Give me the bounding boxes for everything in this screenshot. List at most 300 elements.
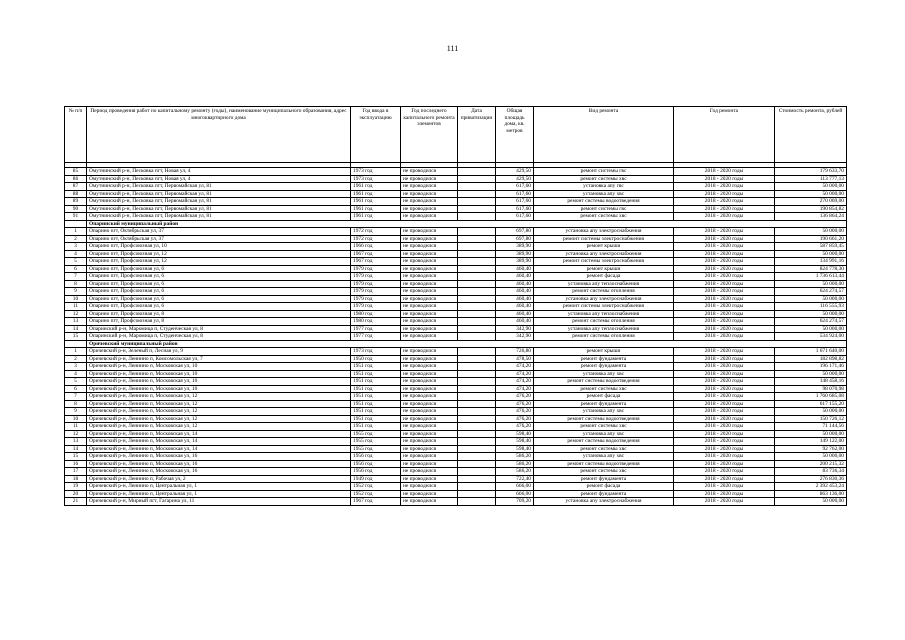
row-repair-year: 2018 - 2020 годы (674, 393, 775, 401)
table-row (65, 213, 847, 221)
table-row (65, 370, 847, 378)
row-repair-year: 2018 - 2020 годы (674, 213, 775, 221)
row-number: 12 (65, 310, 87, 318)
district-name: Оричевский муниципальный район (87, 340, 847, 348)
row-number: 89 (65, 198, 87, 206)
row-address: Оричевский р-н, Ленинно п, Центральная ул, 1 (87, 490, 351, 498)
row-address: Омутнинский р-н, Песковка пгт, Первомайская ул, 81 (87, 183, 351, 191)
row-commission-year: 1979 год (351, 273, 401, 281)
row-repair-type: установка апу теплоснабжения (534, 310, 674, 318)
row-repair-type: установка апу хвс (534, 453, 674, 461)
row-number: 9 (65, 408, 87, 416)
row-number: 15 (65, 333, 87, 341)
table-row (65, 475, 847, 483)
row-last-repair: не проводился (401, 168, 458, 176)
row-repair-year: 2018 - 2020 годы (674, 183, 775, 191)
row-privatization (458, 490, 496, 498)
row-commission-year: 1955 год (351, 430, 401, 438)
row-repair-type: ремонт системы электроснабжения (534, 258, 674, 266)
row-cost: 148 458,16 (775, 378, 847, 386)
district-header-row (65, 220, 847, 228)
row-repair-year: 2018 - 2020 годы (674, 468, 775, 476)
row-number: 19 (65, 483, 87, 491)
row-repair-type: ремонт системы электроснабжения (534, 303, 674, 311)
row-repair-year: 2018 - 2020 годы (674, 205, 775, 213)
row-last-repair: не проводился (401, 205, 458, 213)
row-number: 5 (65, 378, 87, 386)
header-col-commission-year: Год ввода в эксплуатацию (351, 107, 401, 163)
table-row (65, 325, 847, 333)
row-last-repair: не проводился (401, 333, 458, 341)
row-commission-year: 1951 год (351, 415, 401, 423)
row-area: 666,00 (496, 490, 534, 498)
row-commission-year: 1972 год (351, 228, 401, 236)
row-commission-year: 1961 год (351, 183, 401, 191)
row-address: Опарино пгт, Октябрьская ул, 37 (87, 228, 351, 236)
row-last-repair: не проводился (401, 190, 458, 198)
row-repair-type: установка апу хвс (534, 430, 674, 438)
row-cost: 50 000,00 (775, 228, 847, 236)
row-commission-year: 1951 год (351, 393, 401, 401)
header-col-address: Период проведения работ по капитальному ремонту (годы), наименование муниципального образования, адрес многоквартирного дома (87, 107, 351, 163)
row-repair-type: ремонт системы хвс (534, 445, 674, 453)
table-row (65, 393, 847, 401)
row-address: Опарино пгт, Профсоюзная ул, 6 (87, 273, 351, 281)
table-row (65, 453, 847, 461)
row-repair-year: 2018 - 2020 годы (674, 228, 775, 236)
row-address: Оричевский р-н, Ленинно п, Московская ул, 12 (87, 423, 351, 431)
row-number: 86 (65, 175, 87, 183)
row-repair-type: установка апу электроснабжения (534, 498, 674, 506)
table-row (65, 250, 847, 258)
row-last-repair: не проводился (401, 468, 458, 476)
district-name: Опаринский муниципальный район (87, 220, 847, 228)
row-address: Омутнинский р-н, Песковка пгт, Новая ул, 4 (87, 168, 351, 176)
row-number: 3 (65, 243, 87, 251)
table-row (65, 258, 847, 266)
row-last-repair: не проводился (401, 288, 458, 296)
row-number: 16 (65, 460, 87, 468)
row-address: Оричевский р-н, Ленинно п, Московская ул, 10 (87, 378, 351, 386)
row-repair-year: 2018 - 2020 годы (674, 168, 775, 176)
row-number: 2 (65, 235, 87, 243)
header-col-privatization: Дата приватизации (458, 107, 496, 163)
table-row (65, 348, 847, 356)
row-address: Оричевский р-н, Ленинно п, Московская ул, 10 (87, 370, 351, 378)
row-privatization (458, 333, 496, 341)
row-privatization (458, 363, 496, 371)
page-number: 111 (446, 44, 459, 53)
row-number: 90 (65, 205, 87, 213)
row-commission-year: 1955 год (351, 445, 401, 453)
header-col-area: Общая площадь дома, кв. метров (496, 107, 534, 163)
row-area: 474,20 (496, 363, 534, 371)
row-address: Омутнинский р-н, Песковка пгт, Первомайская ул, 81 (87, 198, 351, 206)
table-row (65, 468, 847, 476)
row-address: Опарино пгт, Профсоюзная ул, 12 (87, 258, 351, 266)
row-last-repair: не проводился (401, 453, 458, 461)
row-repair-year: 2018 - 2020 годы (674, 265, 775, 273)
row-privatization (458, 318, 496, 326)
row-number: 17 (65, 468, 87, 476)
table-row (65, 445, 847, 453)
row-privatization (458, 190, 496, 198)
header-col-repair-year: Год ремонта (674, 107, 775, 163)
district-header-row (65, 340, 847, 348)
row-privatization (458, 235, 496, 243)
row-cost: 617 155,20 (775, 400, 847, 408)
row-commission-year: 1979 год (351, 303, 401, 311)
row-repair-year: 2018 - 2020 годы (674, 460, 775, 468)
row-address: Омутнинский р-н, Песковка пгт, Новая ул, 4 (87, 175, 351, 183)
row-repair-type: ремонт фасада (534, 483, 674, 491)
row-number: 15 (65, 453, 87, 461)
row-privatization (458, 265, 496, 273)
row-area: 474,20 (496, 385, 534, 393)
row-repair-year: 2018 - 2020 годы (674, 498, 775, 506)
row-area: 460,40 (496, 295, 534, 303)
row-number: 14 (65, 445, 87, 453)
row-number: 13 (65, 438, 87, 446)
row-repair-year: 2018 - 2020 годы (674, 273, 775, 281)
table-row (65, 288, 847, 296)
row-address: Оричевский р-н, Ленинно п, Московская ул, 10 (87, 385, 351, 393)
table-row (65, 430, 847, 438)
row-area: 476,20 (496, 393, 534, 401)
row-address: Оричевский р-н, Зеленый п, Лесная ул, 9 (87, 348, 351, 356)
row-area: 666,00 (496, 483, 534, 491)
row-cost: 179 633,70 (775, 168, 847, 176)
row-commission-year: 1951 год (351, 423, 401, 431)
row-cost: 50 000,00 (775, 408, 847, 416)
row-privatization (458, 385, 496, 393)
row-repair-year: 2018 - 2020 годы (674, 303, 775, 311)
row-repair-type: установка апу хвс (534, 370, 674, 378)
table-row (65, 205, 847, 213)
row-number: 4 (65, 250, 87, 258)
table-row (65, 423, 847, 431)
row-repair-type: установка апу электроснабжения (534, 295, 674, 303)
row-repair-year: 2018 - 2020 годы (674, 280, 775, 288)
row-repair-type: ремонт системы водоотведения (534, 438, 674, 446)
row-number: 14 (65, 325, 87, 333)
row-last-repair: не проводился (401, 430, 458, 438)
row-commission-year: 1952 год (351, 490, 401, 498)
row-last-repair: не проводился (401, 198, 458, 206)
row-commission-year: 1951 год (351, 385, 401, 393)
table-row (65, 490, 847, 498)
row-privatization (458, 250, 496, 258)
row-repair-year: 2018 - 2020 годы (674, 445, 775, 453)
row-repair-year: 2018 - 2020 годы (674, 250, 775, 258)
row-area: 617,60 (496, 213, 534, 221)
row-cost: 190 854,82 (775, 205, 847, 213)
row-cost: 1 736 613,44 (775, 273, 847, 281)
header-col-cost: Стоимость ремонта, рублей (775, 107, 847, 163)
row-repair-year: 2018 - 2020 годы (674, 430, 775, 438)
row-number: 6 (65, 385, 87, 393)
row-cost: 50 000,00 (775, 453, 847, 461)
row-last-repair: не проводился (401, 385, 458, 393)
row-repair-type: ремонт системы отопления (534, 288, 674, 296)
row-privatization (458, 475, 496, 483)
row-commission-year: 1961 год (351, 198, 401, 206)
row-address: Оричевский р-н, Ленинно п, Московская ул, 16 (87, 468, 351, 476)
row-privatization (458, 168, 496, 176)
row-area: 617,60 (496, 183, 534, 191)
row-repair-type: ремонт системы гвс (534, 205, 674, 213)
row-cost: 624 274,57 (775, 318, 847, 326)
row-number: 10 (65, 415, 87, 423)
row-area: 478,50 (496, 355, 534, 363)
row-privatization (458, 408, 496, 416)
row-commission-year: 1951 год (351, 363, 401, 371)
row-repair-type: ремонт фундамента (534, 355, 674, 363)
row-repair-type: установка апу хвс (534, 190, 674, 198)
row-number: 13 (65, 318, 87, 326)
row-privatization (458, 258, 496, 266)
row-number: 87 (65, 183, 87, 191)
row-commission-year: 1966 год (351, 243, 401, 251)
row-repair-type: ремонт системы отопления (534, 333, 674, 341)
row-privatization (458, 430, 496, 438)
row-commission-year: 1949 год (351, 475, 401, 483)
row-last-repair: не проводился (401, 415, 458, 423)
row-number: 6 (65, 265, 87, 273)
row-number: 12 (65, 430, 87, 438)
row-address: Оричевский р-н, Ленинно п, Московская ул, 14 (87, 438, 351, 446)
row-privatization (458, 400, 496, 408)
row-cost: 534 924,00 (775, 333, 847, 341)
row-privatization (458, 213, 496, 221)
row-last-repair: не проводился (401, 235, 458, 243)
row-address: Оричевский р-н, Ленинно п, Московская ул, 14 (87, 445, 351, 453)
row-number: 7 (65, 393, 87, 401)
row-number: 11 (65, 303, 87, 311)
row-commission-year: 1979 год (351, 265, 401, 273)
row-repair-type: ремонт фундамента (534, 363, 674, 371)
table-row (65, 378, 847, 386)
table-row (65, 175, 847, 183)
row-last-repair: не проводился (401, 243, 458, 251)
table-row (65, 498, 847, 506)
row-cost: 113 777,13 (775, 175, 847, 183)
row-cost: 2 392 453,24 (775, 483, 847, 491)
row-number: 21 (65, 498, 87, 506)
row-privatization (458, 243, 496, 251)
row-commission-year: 1973 год (351, 348, 401, 356)
row-privatization (458, 228, 496, 236)
row-last-repair: не проводился (401, 475, 458, 483)
row-repair-type: ремонт системы отопления (534, 318, 674, 326)
row-number: 11 (65, 423, 87, 431)
row-commission-year: 1956 год (351, 460, 401, 468)
row-repair-type: ремонт крыши (534, 348, 674, 356)
row-address: Оричевский р-н, Ленинно п, Московская ул, 12 (87, 393, 351, 401)
row-area: 460,40 (496, 280, 534, 288)
row-last-repair: не проводился (401, 400, 458, 408)
row-repair-type: ремонт системы хвс (534, 385, 674, 393)
row-commission-year: 1951 год (351, 378, 401, 386)
row-cost: 116 555,93 (775, 303, 847, 311)
row-area: 389,90 (496, 258, 534, 266)
row-commission-year: 1979 год (351, 280, 401, 288)
table-row (65, 400, 847, 408)
row-address: Оричевский р-н, Ленинно п, Московская ул, 16 (87, 460, 351, 468)
row-cost: 190 661,20 (775, 235, 847, 243)
row-repair-type: ремонт системы хвс (534, 213, 674, 221)
row-repair-year: 2018 - 2020 годы (674, 198, 775, 206)
table-row (65, 183, 847, 191)
row-repair-year: 2018 - 2020 годы (674, 258, 775, 266)
row-cost: 276 830,36 (775, 475, 847, 483)
table-row (65, 355, 847, 363)
row-number: 88 (65, 190, 87, 198)
row-area: 389,90 (496, 250, 534, 258)
row-repair-type: ремонт системы хвс (534, 468, 674, 476)
row-privatization (458, 498, 496, 506)
row-address: Омутнинский р-н, Песковка пгт, Первомайская ул, 81 (87, 213, 351, 221)
row-cost: 50 000,00 (775, 295, 847, 303)
row-area: 476,20 (496, 400, 534, 408)
row-privatization (458, 273, 496, 281)
row-cost: 1 760 685,08 (775, 393, 847, 401)
row-number: 2 (65, 355, 87, 363)
row-repair-year: 2018 - 2020 годы (674, 423, 775, 431)
row-repair-year: 2018 - 2020 годы (674, 235, 775, 243)
row-commission-year: 1973 год (351, 175, 401, 183)
table-body (65, 168, 847, 506)
row-commission-year: 1955 год (351, 438, 401, 446)
row-cost: 136 864,24 (775, 213, 847, 221)
table-row (65, 415, 847, 423)
row-address: Оричевский р-н, Ленинно п, Московская ул, 12 (87, 400, 351, 408)
row-cost: 270 069,00 (775, 198, 847, 206)
row-number: 18 (65, 475, 87, 483)
row-repair-year: 2018 - 2020 годы (674, 333, 775, 341)
row-repair-year: 2018 - 2020 годы (674, 385, 775, 393)
row-repair-year: 2018 - 2020 годы (674, 400, 775, 408)
row-privatization (458, 288, 496, 296)
row-number: 5 (65, 258, 87, 266)
row-repair-type: ремонт крыши (534, 265, 674, 273)
row-repair-year: 2018 - 2020 годы (674, 325, 775, 333)
row-last-repair: не проводился (401, 423, 458, 431)
row-commission-year: 1979 год (351, 288, 401, 296)
district-number-cell (65, 340, 87, 348)
row-last-repair: не проводился (401, 363, 458, 371)
row-repair-type: ремонт крыши (534, 243, 674, 251)
row-address: Оричевский р-н, Ленинно п, Московская ул, 12 (87, 408, 351, 416)
row-area: 460,40 (496, 273, 534, 281)
row-repair-type: ремонт системы хвс (534, 423, 674, 431)
row-privatization (458, 303, 496, 311)
row-last-repair: не проводился (401, 445, 458, 453)
row-repair-type: ремонт фундамента (534, 400, 674, 408)
row-last-repair: не проводился (401, 265, 458, 273)
row-area: 709,20 (496, 498, 534, 506)
row-last-repair: не проводился (401, 310, 458, 318)
row-commission-year: 1956 год (351, 468, 401, 476)
row-last-repair: не проводился (401, 295, 458, 303)
row-repair-year: 2018 - 2020 годы (674, 175, 775, 183)
table-row (65, 168, 847, 176)
row-address: Оричевский р-н, Ленинно п, Московская ул, 16 (87, 453, 351, 461)
row-repair-year: 2018 - 2020 годы (674, 483, 775, 491)
row-last-repair: не проводился (401, 348, 458, 356)
row-commission-year: 1967 год (351, 498, 401, 506)
row-repair-type: ремонт фундамента (534, 490, 674, 498)
row-area: 342,90 (496, 333, 534, 341)
row-address: Опарино пгт, Профсоюзная ул, 8 (87, 310, 351, 318)
row-address: Опарино пгт, Профсоюзная ул, 10 (87, 243, 351, 251)
row-cost: 149 122,00 (775, 438, 847, 446)
row-area: 726,80 (496, 348, 534, 356)
row-last-repair: не проводился (401, 183, 458, 191)
table-row (65, 438, 847, 446)
row-privatization (458, 393, 496, 401)
row-area: 460,40 (496, 265, 534, 273)
row-privatization (458, 378, 496, 386)
row-address: Оричевский р-н, Ленинно п, Центральная ул, 1 (87, 483, 351, 491)
row-area: 586,20 (496, 453, 534, 461)
row-repair-type: ремонт фасада (534, 273, 674, 281)
table-row (65, 385, 847, 393)
row-repair-year: 2018 - 2020 годы (674, 348, 775, 356)
row-area: 697,80 (496, 228, 534, 236)
row-address: Оричевский р-н, Ленинно п, Московская ул, 14 (87, 430, 351, 438)
row-address: Оричевский р-н, Ленинно п, Рабочая ул, 2 (87, 475, 351, 483)
row-repair-type: установка апу хвс (534, 408, 674, 416)
row-area: 598,40 (496, 430, 534, 438)
row-cost: 83 736,34 (775, 468, 847, 476)
row-privatization (458, 183, 496, 191)
row-address: Опарино пгт, Профсоюзная ул, 6 (87, 288, 351, 296)
row-cost: 1 671 640,00 (775, 348, 847, 356)
row-repair-year: 2018 - 2020 годы (674, 190, 775, 198)
table-row (65, 198, 847, 206)
row-commission-year: 1973 год (351, 168, 401, 176)
row-cost: 150 726,12 (775, 415, 847, 423)
row-last-repair: не проводился (401, 490, 458, 498)
row-repair-type: ремонт системы гвс (534, 168, 674, 176)
row-last-repair: не проводился (401, 370, 458, 378)
row-area: 617,60 (496, 198, 534, 206)
row-cost: 50 000,00 (775, 430, 847, 438)
row-area: 476,20 (496, 408, 534, 416)
row-repair-year: 2018 - 2020 годы (674, 475, 775, 483)
row-area: 586,20 (496, 468, 534, 476)
header-col-repair-type: Вид ремонта (534, 107, 674, 163)
row-last-repair: не проводился (401, 460, 458, 468)
table-row (65, 295, 847, 303)
row-address: Опарино пгт, Профсоюзная ул, 6 (87, 303, 351, 311)
row-last-repair: не проводился (401, 393, 458, 401)
header-col-last-repair: Год последнего капитального ремонта элементов (401, 107, 458, 163)
row-repair-year: 2018 - 2020 годы (674, 438, 775, 446)
row-commission-year: 1961 год (351, 190, 401, 198)
row-commission-year: 1961 год (351, 205, 401, 213)
row-area: 429,50 (496, 175, 534, 183)
row-number: 1 (65, 228, 87, 236)
row-repair-type: установка апу теплоснабжения (534, 280, 674, 288)
row-repair-type: ремонт системы водоотведения (534, 460, 674, 468)
row-cost: 98 070,98 (775, 385, 847, 393)
row-privatization (458, 355, 496, 363)
row-repair-year: 2018 - 2020 годы (674, 363, 775, 371)
row-last-repair: не проводился (401, 355, 458, 363)
row-area: 460,40 (496, 318, 534, 326)
